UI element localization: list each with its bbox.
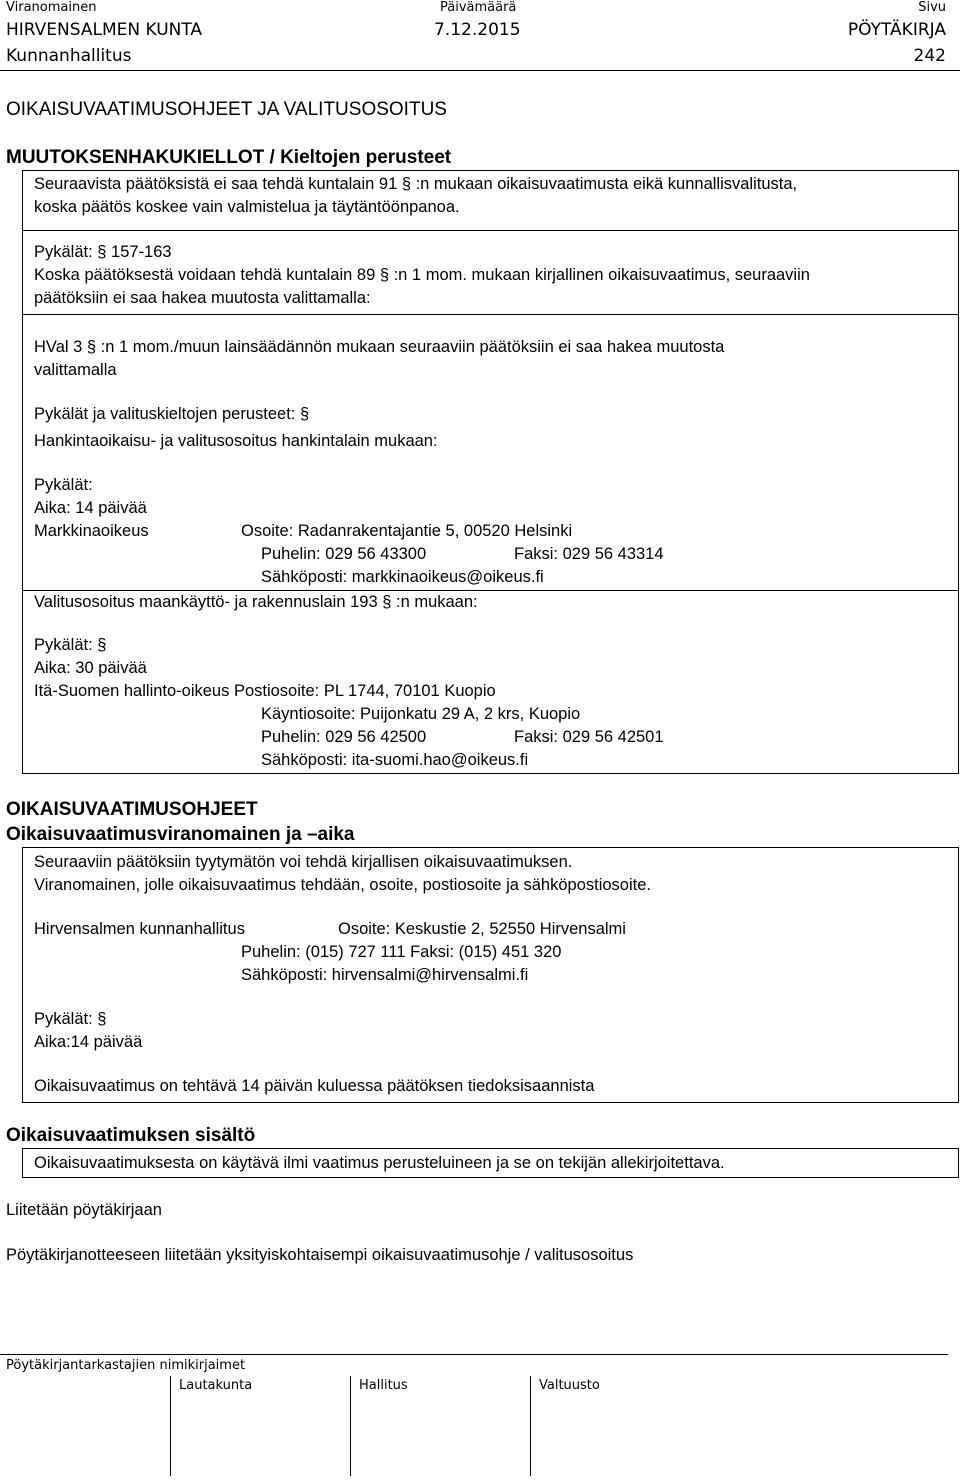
page-label: Sivu [918,0,946,15]
sections-line: Pykälät: § [34,1010,107,1028]
paragraph-line: Seuraaviin päätöksiin tyytymätön voi tehdä kirjallisen oikaisuvaatimuksen. [34,853,573,871]
instructions-heading: OIKAISUVAATIMUSOHJEET [6,799,258,820]
court-address: Osoite: Radanrakentajantie 5, 00520 Helsinki [241,522,573,540]
court-fax: Faksi: 029 56 42501 [514,728,664,746]
date-label: Päivämäärä [440,0,517,15]
authority-label: Viranomainen [6,0,97,15]
divider [22,314,959,315]
court-phone: Puhelin: 029 56 43300 [261,545,427,563]
paragraph-line: päätöksiin ei saa hakea muutosta valittamalla: [34,289,371,307]
court-visit-address: Käyntiosoite: Puijonkatu 29 A, 2 krs, Kuopio [261,705,581,723]
authority-phone-fax: Puhelin: (015) 727 111 Faksi: (015) 451 320 [241,943,562,961]
paragraph-line: koska päätös koskee vain valmistelua ja täytäntöönpanoa. [34,198,460,216]
document-type: PÖYTÄKIRJA [847,20,946,40]
paragraph-line: Pykälät ja valituskieltojen perusteet: § [34,405,310,423]
sections-line: Pykälät: § 157-163 [34,243,172,261]
content-text: Oikaisuvaatimuksesta on käytävä ilmi vaatimus perusteluineen ja se on tekijän allekirjoitettava. [34,1154,725,1172]
footer-column-line [350,1376,351,1476]
header-divider [0,70,960,71]
divider [22,590,959,591]
content-heading: Oikaisuvaatimuksen sisältö [6,1125,256,1146]
footer-title: Pöytäkirjantarkastajien nimikirjaimet [6,1358,246,1373]
sections-line: Pykälät: [34,476,93,494]
paragraph-line: HVal 3 § :n 1 mom./muun lainsäädännön mukaan seuraaviin päätöksiin ei saa hakea muutosta [34,338,725,356]
court-email: Sähköposti: markkinaoikeus@oikeus.fi [261,568,544,586]
paragraph-line: Seuraavista päätöksistä ei saa tehdä kuntalain 91 § :n mukaan oikaisuvaatimusta eikä kunnallisvalitusta, [34,175,798,193]
paragraph-line: Viranomainen, jolle oikaisuvaatimus tehdään, osoite, postiosoite ja sähköpostiosoite. [34,876,651,894]
footer-col-government: Hallitus [359,1378,408,1393]
paragraph-line: Koska päätöksestä voidaan tehdä kuntalain 89 § :n 1 mom. mukaan kirjallinen oikaisuvaatimus, seuraaviin [34,266,810,284]
page-title: OIKAISUVAATIMUSOHJEET JA VALITUSOSOITUS [6,99,447,120]
footer-column-line [170,1376,171,1476]
court-fax: Faksi: 029 56 43314 [514,545,664,563]
footer-col-council: Valtuusto [539,1378,600,1393]
body-name: Kunnanhallitus [6,46,132,66]
time-limit: Aika:14 päivää [34,1033,143,1051]
court-name: Markkinaoikeus [34,522,149,540]
sections-line: Pykälät: § [34,636,107,654]
authority-name: Hirvensalmen kunnanhallitus [34,920,245,938]
page-number: 242 [913,46,946,66]
time-limit: Aika: 30 päivää [34,659,147,677]
footer-divider [0,1354,948,1355]
court-phone: Puhelin: 029 56 42500 [261,728,427,746]
attachments-line: Liitetään pöytäkirjaan [6,1201,162,1219]
attachments-line: Pöytäkirjanotteeseen liitetään yksityiskohtaisempi oikaisuvaatimusohje / valitusosoitus [6,1246,634,1264]
authority-name: HIRVENSALMEN KUNTA [6,20,203,40]
paragraph-line: Valitusosoitus maankäyttö- ja rakennuslain 193 § :n mukaan: [34,593,478,611]
deadline-line: Oikaisuvaatimus on tehtävä 14 päivän kuluessa päätöksen tiedoksisaannista [34,1077,595,1095]
court-name-address: Itä-Suomen hallinto-oikeus Postiosoite: PL 1744, 70101 Kuopio [34,682,496,700]
court-email: Sähköposti: ita-suomi.hao@oikeus.fi [261,751,529,769]
footer-col-board: Lautakunta [179,1378,253,1393]
paragraph-line: valittamalla [34,361,117,379]
authority-email: Sähköposti: hirvensalmi@hirvensalmi.fi [241,966,529,984]
paragraph-line: Hankintaoikaisu- ja valitusosoitus hankintalain mukaan: [34,432,438,450]
divider [22,230,959,231]
footer-column-line [530,1376,531,1476]
meeting-date: 7.12.2015 [434,20,521,40]
prohibitions-heading: MUUTOKSENHAKUKIELLOT / Kieltojen perusteet [6,147,452,168]
instructions-subheading: Oikaisuvaatimusviranomainen ja –aika [6,824,355,845]
authority-address: Osoite: Keskustie 2, 52550 Hirvensalmi [338,920,626,938]
time-limit: Aika: 14 päivää [34,499,147,517]
